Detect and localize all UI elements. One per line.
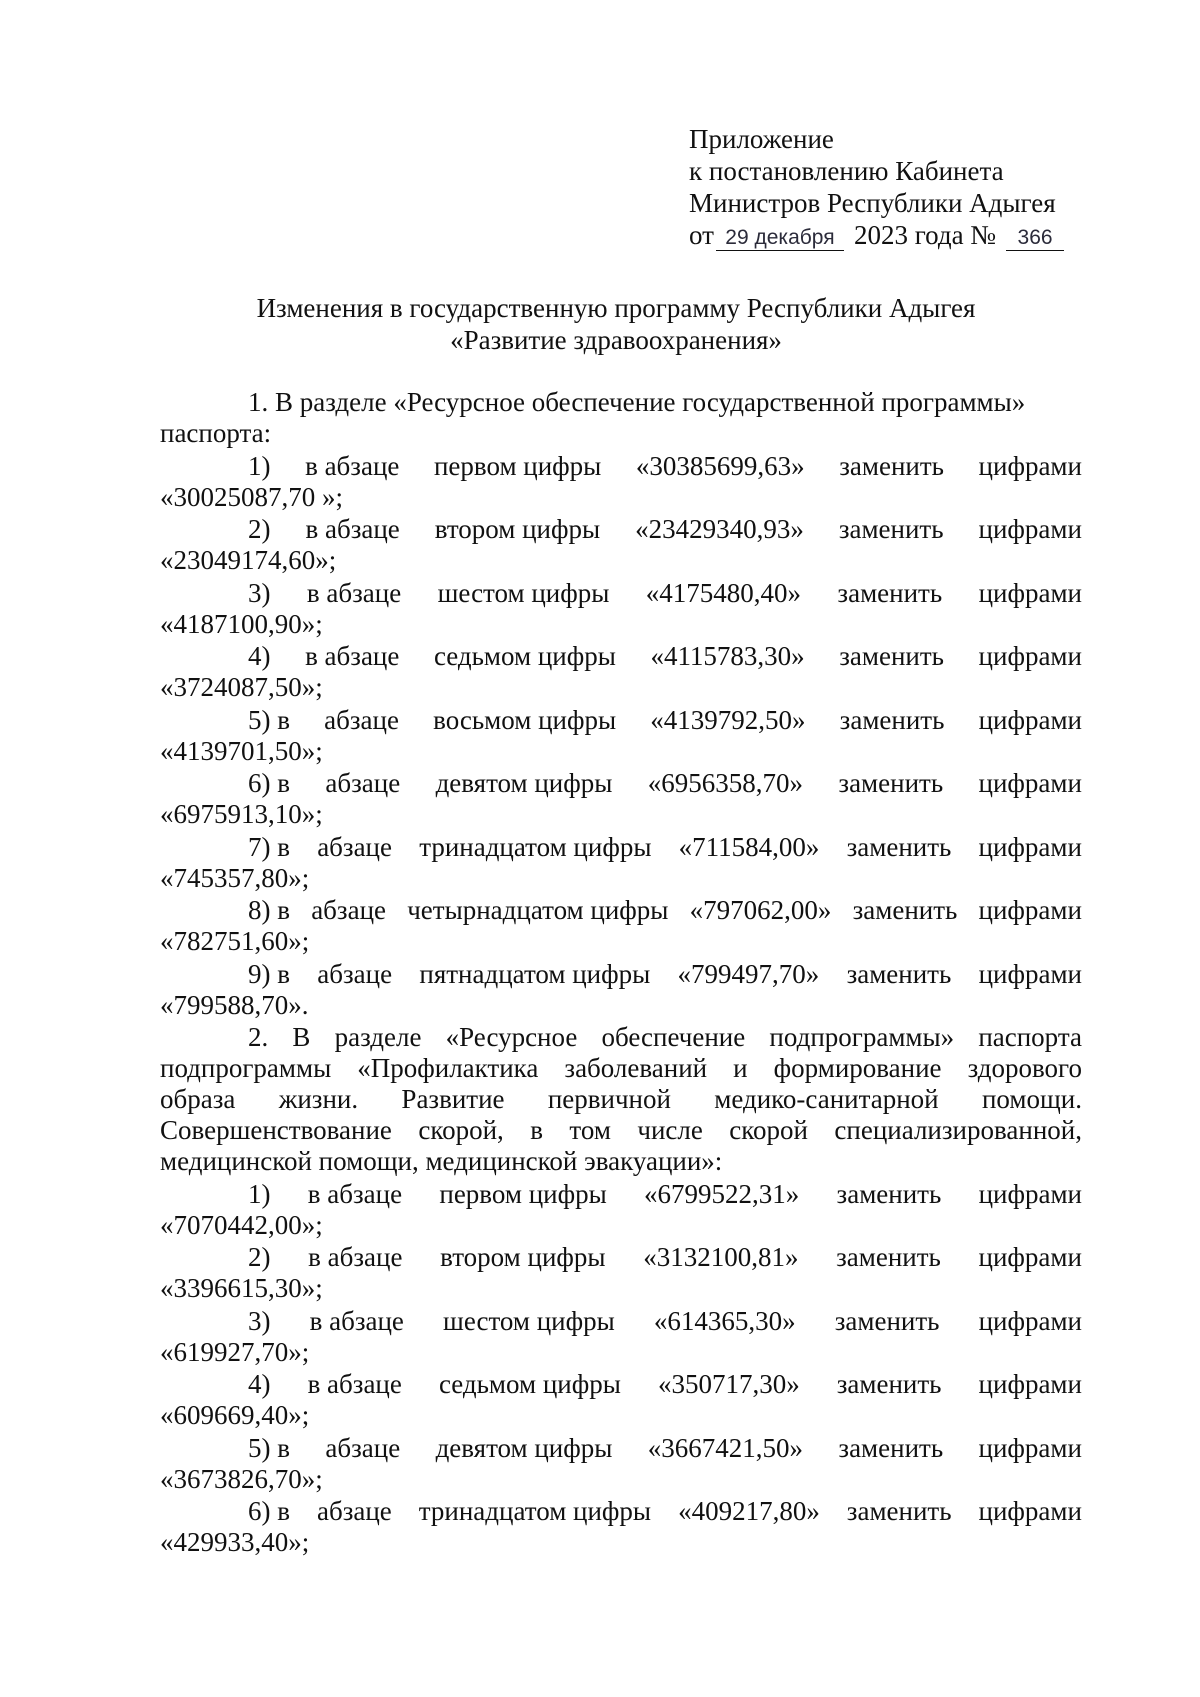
item-num: 3) [248,577,271,608]
item-num: 8) в [248,895,290,925]
list-item [160,768,1082,830]
item-old: «409217,80» [678,1496,820,1526]
item-w2: пятнадцатом цифры [419,958,651,989]
item-w2: втором цифры [434,514,601,544]
list-item-line-1 [160,451,1082,482]
list-item-line-1 [160,705,1082,736]
item-w1: в абзаце [307,1369,402,1399]
item-num: 5) в [248,704,290,735]
list-item [160,832,1082,894]
item-w1: в абзаце [308,1242,403,1272]
title-line-1: Изменения в государственную программу Республики Адыгея [256,293,976,323]
section-2-line-2 [160,1053,1082,1084]
item-new-value: «7070442,00»; [160,1209,323,1240]
appendix-date-line [689,219,1109,251]
item-w1: в абзаце [307,1178,403,1209]
item-old: «23429340,93» [635,514,804,544]
title-line-2: «Развитие здравоохранения» [450,325,782,355]
word: заболеваний [564,1053,708,1083]
item-w4: цифрами [978,450,1082,481]
list-item [160,1496,1082,1558]
item-w2: седьмом цифры [433,641,616,671]
item-new-value: «609669,40»; [160,1400,310,1430]
item-old: «30385699,63» [635,450,805,481]
list-item-line-1 [160,1179,1082,1210]
list-item-line-1 [160,514,1082,545]
item-w3: заменить [839,704,945,735]
word: помощи. [981,1084,1082,1114]
item-w2: шестом цифры [437,577,610,608]
word: здорового [967,1053,1082,1083]
item-w1: в абзаце [309,1305,404,1336]
section-2-line-4 [160,1115,1082,1146]
list-item [160,514,1082,576]
word: подпрограммы» [769,1022,955,1052]
section-1-line-2: паспорта: [160,418,272,448]
list-item-line-1 [160,768,1082,799]
item-w3: заменить [834,1305,940,1336]
item-w3: заменить [846,1496,952,1526]
item-old: «6799522,31» [644,1178,800,1209]
word: медико-санитарной [714,1084,939,1114]
handwritten-date: 29 декабря [716,226,844,251]
item-num: 5) в [248,1432,290,1463]
item-new-value: «799588,70». [160,989,309,1020]
section-2-line-3 [160,1084,1082,1115]
item-w2: девятом цифры [435,768,613,798]
list-item [160,1369,1082,1431]
item-w2: четырнадцатом цифры [407,895,669,925]
item-w1: в абзаце [305,450,400,481]
list-item-line-1 [160,1496,1082,1527]
item-old: «4139792,50» [650,704,806,735]
item-new-value: «619927,70»; [160,1336,310,1367]
word: «Профилактика [357,1053,539,1083]
item-w3: заменить [837,577,943,608]
word: числе [637,1115,703,1145]
word: жизни. [278,1084,359,1114]
item-w1: абзаце [316,1496,392,1526]
item-num: 1) [248,1178,271,1209]
list-item-line-1 [160,832,1082,863]
word: скорой, [418,1115,504,1145]
list-item [160,641,1082,703]
section-1-intro [160,387,1082,449]
item-num: 2) [248,1242,271,1272]
item-w4: цифрами [978,1496,1082,1526]
word: разделе [334,1022,422,1052]
item-new-value: «3673826,70»; [160,1463,323,1494]
item-w3: заменить [839,450,944,481]
item-w4: цифрами [978,704,1082,735]
list-item [160,1306,1082,1368]
item-num: 3) [248,1305,271,1336]
item-w3: заменить [836,1242,941,1272]
item-w3: заменить [838,514,944,544]
section-2-line-5: медицинской помощи, медицинской эвакуации»: [160,1146,723,1176]
list-item [160,895,1082,957]
list-item [160,451,1082,513]
appendix-year: 2023 года № [853,220,997,250]
word: подпрограммы [160,1053,332,1083]
item-w4: цифрами [978,1369,1082,1399]
word: Совершенствование [160,1115,392,1145]
item-w2: девятом цифры [435,1432,613,1463]
handwritten-number: 366 [1006,226,1064,251]
item-new-value: «429933,40»; [160,1527,310,1557]
item-num: 1) [248,450,271,481]
item-old: «3132100,81» [643,1242,799,1272]
list-item [160,705,1082,767]
list-item-line-1 [160,895,1082,926]
item-num: 4) [248,1369,271,1399]
appendix-line-3: Министров Республики Адыгея [689,188,1056,218]
word: 2. [248,1022,269,1052]
item-w1: абзаце [325,1432,401,1463]
list-item-line-1 [160,1242,1082,1273]
list-item [160,1242,1082,1304]
item-new-value: «3396615,30»; [160,1273,323,1303]
list-item-line-1 [160,578,1082,609]
section-1-line-1: 1. В разделе «Ресурсное обеспечение государственной программы» [248,387,1026,417]
word: образа [160,1084,236,1114]
document-body [160,387,1082,1560]
list-item [160,578,1082,640]
item-w4: цифрами [978,831,1082,862]
list-item-line-1 [160,641,1082,672]
item-num: 9) в [248,958,290,989]
appendix-date-prefix: от [689,220,714,250]
word: том [569,1115,611,1145]
item-w4: цифрами [978,768,1082,798]
item-w4: цифрами [978,1432,1082,1463]
section-2-line-1 [160,1022,1082,1053]
list-item-line-1 [160,1369,1082,1400]
item-w2: шестом цифры [443,1305,615,1336]
item-old: «797062,00» [689,895,832,925]
list-item [160,1433,1082,1495]
appendix-line-2: к постановлению Кабинета [689,156,1004,186]
item-w4: цифрами [978,514,1082,544]
item-w2: восьмом цифры [433,704,617,735]
item-num: 6) в [248,768,290,798]
item-num: 6) в [248,1496,290,1526]
item-num: 7) в [248,831,290,862]
item-w2: втором цифры [440,1242,606,1272]
word: и [733,1053,748,1083]
item-w1: в абзаце [306,577,402,608]
item-w2: седьмом цифры [438,1369,621,1399]
item-w4: цифрами [978,1178,1082,1209]
item-num: 2) [248,514,271,544]
word: в [530,1115,543,1145]
item-w2: тринадцатом цифры [419,831,652,862]
item-w1: абзаце [324,704,399,735]
item-w1: абзаце [317,958,393,989]
item-w1: абзаце [311,895,387,925]
word: В [292,1022,311,1052]
item-w2: тринадцатом цифры [418,1496,652,1526]
item-new-value: «23049174,60»; [160,545,337,575]
item-old: «3667421,50» [647,1432,804,1463]
item-w3: заменить [839,641,944,671]
word: Развитие [401,1084,505,1114]
item-w4: цифрами [978,895,1082,925]
item-w4: цифрами [978,641,1082,671]
item-old: «4115783,30» [650,641,805,671]
item-new-value: «30025087,70 »; [160,481,344,512]
item-w1: абзаце [317,831,392,862]
item-new-value: «4139701,50»; [160,735,323,766]
word: специализированной, [834,1115,1082,1145]
list-item-line-1 [160,959,1082,990]
word: первичной [547,1084,671,1114]
appendix-line-1: Приложение [689,124,834,154]
item-w1: в абзаце [305,514,400,544]
document-title [150,292,1082,356]
item-w2: первом цифры [433,450,602,481]
item-w3: заменить [836,1369,942,1399]
list-item [160,1179,1082,1241]
item-num: 4) [248,641,271,671]
section-2-intro [160,1022,1082,1177]
word: «Ресурсное [445,1022,578,1052]
item-w1: в абзаце [305,641,400,671]
section-2-items [160,1179,1082,1559]
word: обеспечение [601,1022,746,1052]
list-item-line-1 [160,1433,1082,1464]
item-new-value: «3724087,50»; [160,672,323,702]
item-old: «711584,00» [678,831,820,862]
list-item-line-1 [160,1306,1082,1337]
item-w3: заменить [846,958,952,989]
item-w4: цифрами [978,958,1082,989]
item-w3: заменить [846,831,952,862]
item-w4: цифрами [978,577,1082,608]
item-w2: первом цифры [439,1178,607,1209]
item-w4: цифрами [978,1305,1082,1336]
section-1-items [160,451,1082,1021]
item-w1: абзаце [325,768,401,798]
item-new-value: «6975913,10»; [160,799,323,829]
item-old: «350717,30» [657,1369,800,1399]
list-item [160,959,1082,1021]
item-new-value: «782751,60»; [160,926,310,956]
item-new-value: «745357,80»; [160,862,310,893]
item-w4: цифрами [978,1242,1082,1272]
item-w3: заменить [836,1178,942,1209]
item-new-value: «4187100,90»; [160,608,323,639]
word: скорой [729,1115,808,1145]
word: формирование [773,1053,942,1083]
item-w3: заменить [852,895,958,925]
item-old: «4175480,40» [645,577,802,608]
appendix-block [689,123,1109,251]
item-old: «799497,70» [677,958,820,989]
item-old: «614365,30» [653,1305,796,1336]
item-old: «6956358,70» [647,768,804,798]
word: паспорта [978,1022,1082,1052]
item-w3: заменить [838,1432,944,1463]
item-w3: заменить [838,768,944,798]
